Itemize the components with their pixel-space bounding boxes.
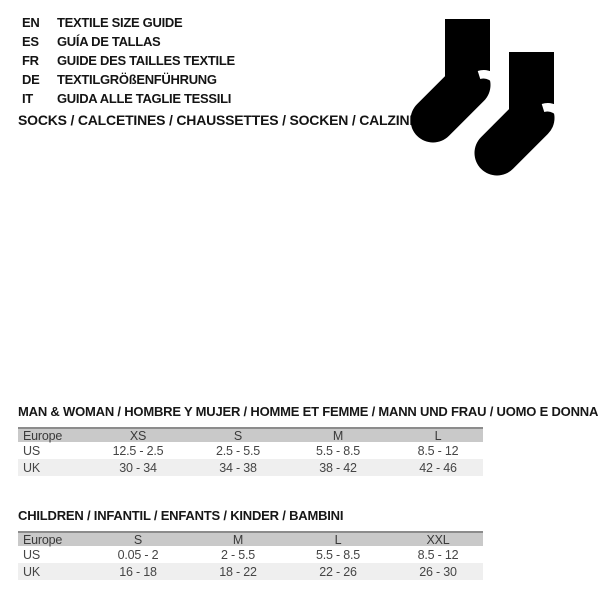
table-title: CHILDREN / INFANTIL / ENFANTS / KINDER / BAMBINI (18, 508, 344, 523)
table-cell: 42 - 46 (419, 460, 457, 475)
language-code: ES (22, 34, 39, 49)
language-label: TEXTILE SIZE GUIDE (57, 15, 183, 30)
language-list (22, 13, 235, 108)
column-header: Europe (23, 428, 63, 443)
language-row (22, 13, 235, 32)
table-row (18, 442, 483, 459)
table-cell: 2.5 - 5.5 (215, 443, 261, 458)
language-row (22, 89, 235, 108)
language-code: IT (22, 91, 33, 106)
language-row (22, 51, 235, 70)
size-table-man-woman (18, 427, 483, 476)
table-row (18, 563, 483, 580)
column-header: S (233, 428, 243, 443)
table-cell: 38 - 42 (319, 460, 357, 475)
socks-icon (400, 5, 580, 185)
table-cell: 5.5 - 8.5 (315, 547, 361, 562)
size-table-children (18, 531, 483, 580)
table-cell: 30 - 34 (119, 460, 157, 475)
table-cell: 2 - 5.5 (220, 547, 256, 562)
table-cell: 0.05 - 2 (117, 547, 159, 562)
column-header: L (334, 532, 342, 547)
language-code: DE (22, 72, 40, 87)
table-section-children (18, 508, 483, 580)
language-label: TEXTILGRÖßENFÜHRUNG (57, 72, 217, 87)
table-cell: 18 - 22 (219, 564, 257, 579)
language-row (22, 70, 235, 89)
column-header: Europe (23, 532, 63, 547)
table-cell: 8.5 - 12 (417, 547, 459, 562)
language-code: FR (22, 53, 39, 68)
table-cell: 12.5 - 2.5 (112, 443, 164, 458)
row-label: UK (23, 564, 40, 579)
table-row (18, 459, 483, 476)
table-row (18, 546, 483, 563)
sock-left (433, 19, 499, 120)
table-header-row (18, 531, 483, 546)
table-cell: 34 - 38 (219, 460, 257, 475)
column-header: M (332, 428, 344, 443)
category-title: SOCKS / CALCETINES / CHAUSSETTES / SOCKEN / CALZINI (18, 112, 414, 128)
row-label: US (23, 443, 40, 458)
table-cell: 8.5 - 12 (417, 443, 459, 458)
language-code: EN (22, 15, 40, 30)
column-header: L (434, 428, 442, 443)
language-label: GUIDA ALLE TAGLIE TESSILI (57, 91, 232, 106)
language-label: GUIDE DES TAILLES TEXTILE (57, 53, 235, 68)
column-header: S (133, 532, 143, 547)
table-title: MAN & WOMAN / HOMBRE Y MUJER / HOMME ET FEMME / MANN UND FRAU / UOMO E DONNA (18, 404, 599, 419)
table-section-man-woman (18, 404, 599, 476)
table-cell: 26 - 30 (419, 564, 457, 579)
table-header-row (18, 427, 483, 442)
row-label: UK (23, 460, 40, 475)
language-row (22, 32, 235, 51)
column-header: M (232, 532, 244, 547)
table-cell: 5.5 - 8.5 (315, 443, 361, 458)
sock-right (497, 52, 563, 153)
table-cell: 16 - 18 (119, 564, 157, 579)
language-label: GUÍA DE TALLAS (57, 34, 161, 49)
table-cell: 22 - 26 (319, 564, 357, 579)
column-header: XS (129, 428, 147, 443)
column-header: XXL (426, 532, 450, 547)
row-label: US (23, 547, 40, 562)
